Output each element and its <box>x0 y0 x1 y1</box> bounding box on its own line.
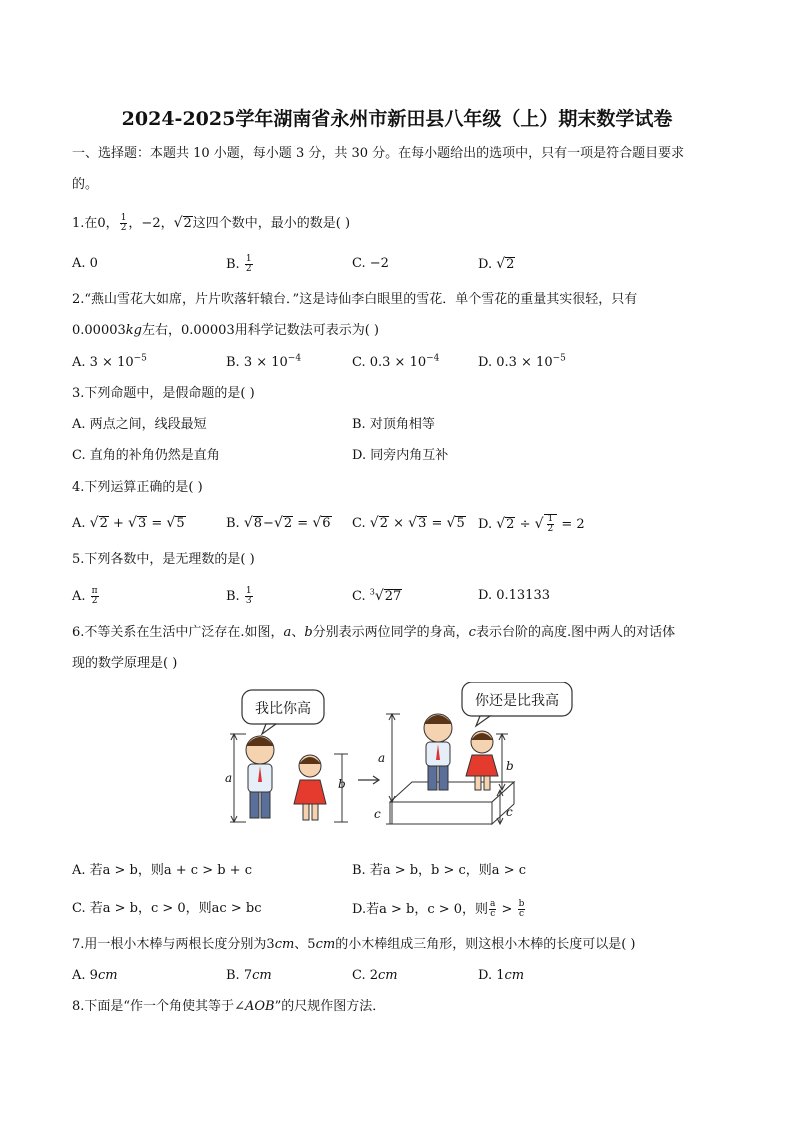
q1-option-a: A. 0 <box>72 256 98 271</box>
q7-stem: 7.用一根小木棒与两根长度分别为3cm、5cm的小木棒组成三角形，则这根小木棒的长度可以是( ) <box>72 937 636 952</box>
q7-option-a: A. 9cm <box>72 968 118 983</box>
step-platform <box>390 782 514 824</box>
svg-text:b: b <box>506 759 514 773</box>
q1-option-b: B. $\frac{1}{2}$ <box>226 254 252 274</box>
q2-option-b: B. $3 \times 10^{-4}$ <box>226 353 302 370</box>
svg-text:a: a <box>378 751 386 765</box>
page-title: 2024-2025学年湖南省永州市新田县八年级（上）期末数学试卷 <box>121 108 673 130</box>
section1-line2: 的。 <box>72 177 99 192</box>
svg-text:c: c <box>374 807 381 821</box>
q3-option-d: D. 同旁内角互补 <box>352 448 449 463</box>
q2-option-d: D. $0.3 \times 10^{-5}$ <box>478 353 566 370</box>
q6-option-d: D.若a > b，c > 0，则 $\frac{a}{c}$ > $\frac{b}{c}$ <box>352 899 525 919</box>
q7-option-c: C. 2cm <box>352 968 398 983</box>
q4-stem: 4.下列运算正确的是( ) <box>72 480 203 495</box>
q5-option-c: C. $^3$√27 <box>352 587 402 604</box>
girl-illustration-left <box>294 755 326 820</box>
q6-line2: 现的数学原理是( ) <box>72 656 178 671</box>
svg-text:a: a <box>225 771 233 785</box>
q3-option-b: B. 对顶角相等 <box>352 417 435 432</box>
q3-option-c: C. 直角的补角仍然是直角 <box>72 448 220 463</box>
q2-line1: 2.“燕山雪花大如席，片片吹落轩辕台．”这是诗仙李白眼里的雪花．单个雪花的重量其实很轻，只有 <box>72 292 638 307</box>
q3-option-a: A. 两点之间，线段最短 <box>72 417 207 432</box>
q7-option-b: B. 7cm <box>226 968 272 983</box>
q5-option-a: A. $\frac{\pi}{2}$ <box>72 586 98 606</box>
q1-option-d: D. √2 <box>478 256 515 272</box>
q1-option-c: C. −2 <box>352 256 389 271</box>
q3-stem: 3.下列命题中，是假命题的是( ) <box>72 386 255 401</box>
boy-illustration-left <box>246 736 274 818</box>
q4-option-c: C. √2 × √3 = √5 <box>352 515 465 531</box>
q4-option-a: A. √2 + √3 = √5 <box>72 515 185 531</box>
q2-option-c: C. $0.3 \times 10^{-4}$ <box>352 353 440 370</box>
q6-figure <box>218 682 578 830</box>
q4-option-d: D. √2 ÷ √ $\frac{1}{2}$ = 2 <box>478 514 585 534</box>
q6-option-c: C. 若a > b，c > 0，则ac > bc <box>72 901 262 916</box>
q1-frac: $\frac{1}{2}$ <box>120 213 127 233</box>
q6-option-a: A. 若a > b，则a + c > b + c <box>72 863 252 878</box>
speech-bubble-left <box>242 690 324 734</box>
q5-stem: 5.下列各数中，是无理数的是( ) <box>72 552 255 567</box>
boy-illustration-right <box>424 714 452 790</box>
q5-option-d: D. 0.13133 <box>478 588 550 603</box>
q4-option-b: B. √8−√2 = √6 <box>226 515 331 531</box>
q6-line1: 6.不等关系在生活中广泛存在.如图，a、b分别表示两位同学的身高，c表示台阶的高度.图中两人的对话体 <box>72 625 676 640</box>
q7-option-d: D. 1cm <box>478 968 525 983</box>
q2-line2: 0.00003kg左右，0.00003用科学记数法可表示为( ) <box>72 323 380 338</box>
q6-option-b: B. 若a > b，b > c，则a > c <box>352 863 526 878</box>
section1-line1: 一、选择题：本题共 10 小题，每小题 3 分，共 30 分。在每小题给出的选项中，只有一项是符合题目要求 <box>72 146 685 161</box>
svg-text:c: c <box>506 805 513 819</box>
svg-text:b: b <box>338 777 346 791</box>
svg-text:你还是比我高: 你还是比我高 <box>475 693 559 709</box>
girl-illustration-right <box>466 731 498 790</box>
speech-bubble-right <box>462 682 572 726</box>
svg-text:我比你高: 我比你高 <box>255 701 311 717</box>
q2-option-a: A. $3 \times 10^{-5}$ <box>72 353 147 370</box>
q8-stem: 8.下面是“作一个角使其等于∠AOB”的尺规作图方法． <box>72 999 386 1014</box>
q1-stem: 1.在0， $\frac{1}{2}$ ，−2，√2这四个数中，最小的数是( ) <box>72 213 351 233</box>
q5-option-b: B. $\frac{1}{3}$ <box>226 586 252 606</box>
